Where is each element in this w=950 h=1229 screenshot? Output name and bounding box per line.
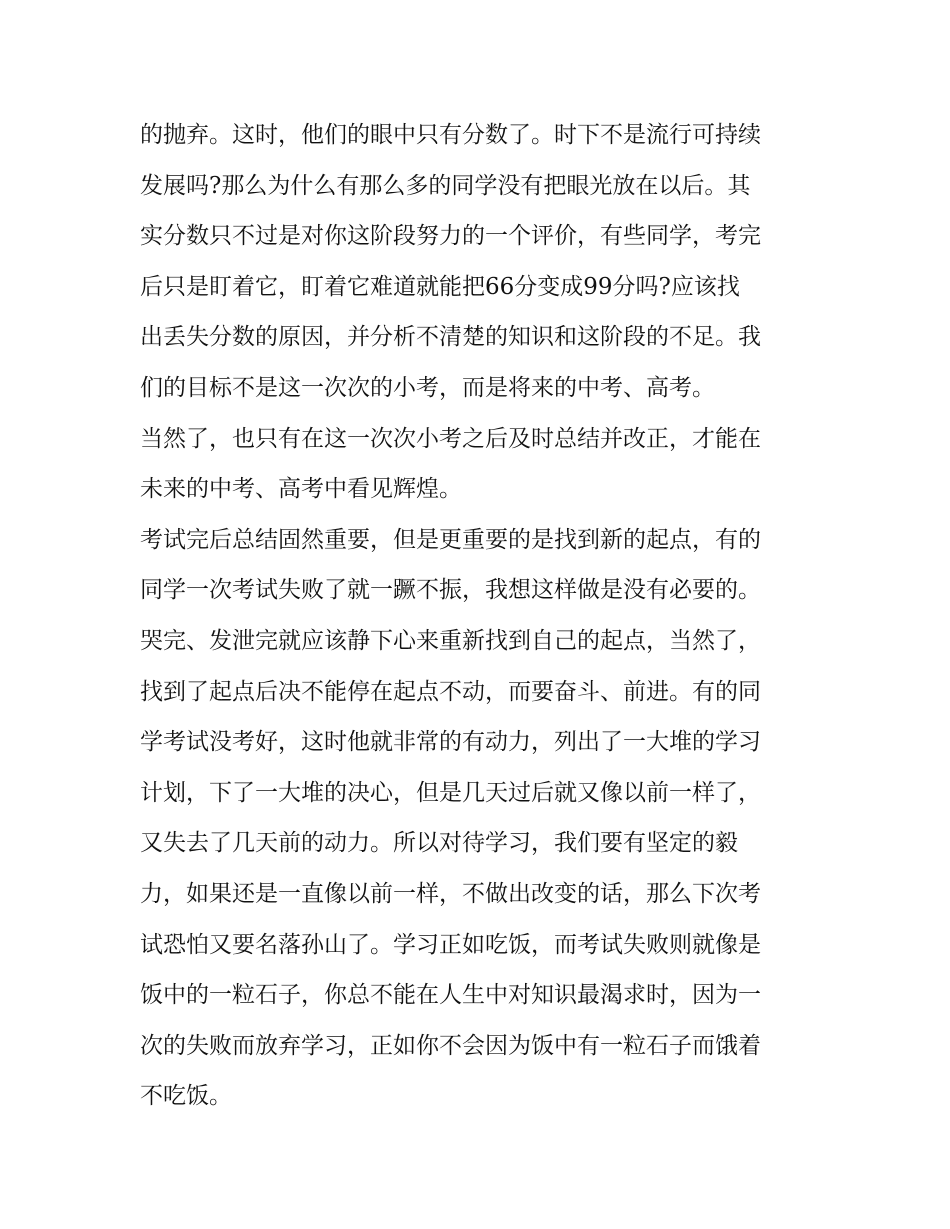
text-line: 实分数只不过是对你这阶段努力的一个评价，有些同学，考完 xyxy=(140,223,761,250)
text-line: 学考试没考好，这时他就非常的有动力，列出了一大堆的学习 xyxy=(140,729,761,756)
text-line: 们的目标不是这一次次的小考，而是将来的中考、高考。 xyxy=(140,374,715,401)
text-line: 同学一次考试失败了就一蹶不振，我想这样做是没有必要的。 xyxy=(140,577,761,604)
text-line: 力，如果还是一直像以前一样，不做出改变的话，那么下次考 xyxy=(140,880,761,907)
body-text xyxy=(140,110,820,1122)
text-line: 出丢失分数的原因，并分析不清楚的知识和这阶段的不足。我 xyxy=(140,324,761,351)
text-line: 后只是盯着它，盯着它难道就能把66分变成99分吗?应该找 xyxy=(140,273,740,300)
text-line: 的抛弃。这时，他们的眼中只有分数了。时下不是流行可持续 xyxy=(140,122,761,148)
text-line: 次的失败而放弃学习，正如你不会因为饭中有一粒石子而饿着 xyxy=(140,1032,761,1059)
text-line: 未来的中考、高考中看见辉煌。 xyxy=(140,476,462,503)
text-line: 找到了起点后决不能停在起点不动，而要奋斗、前进。有的同 xyxy=(140,678,761,705)
text-line: 当然了，也只有在这一次次小考之后及时总结并改正，才能在 xyxy=(140,425,761,452)
text-line: 不吃饭。 xyxy=(140,1083,232,1110)
text-line: 发展吗?那么为什么有那么多的同学没有把眼光放在以后。其 xyxy=(140,172,751,199)
text-line: 考试完后总结固然重要，但是更重要的是找到新的起点，有的 xyxy=(140,526,761,553)
text-line: 饭中的一粒石子，你总不能在人生中对知识最渴求时，因为一 xyxy=(140,982,761,1009)
text-line: 哭完、发泄完就应该静下心来重新找到自己的起点，当然了， xyxy=(140,627,761,654)
text-line: 又失去了几天前的动力。所以对待学习，我们要有坚定的毅 xyxy=(140,830,738,857)
text-line: 试恐怕又要名落孙山了。学习正如吃饭，而考试失败则就像是 xyxy=(140,931,761,958)
text-line: 计划，下了一大堆的决心，但是几天过后就又像以前一样了， xyxy=(140,779,761,806)
